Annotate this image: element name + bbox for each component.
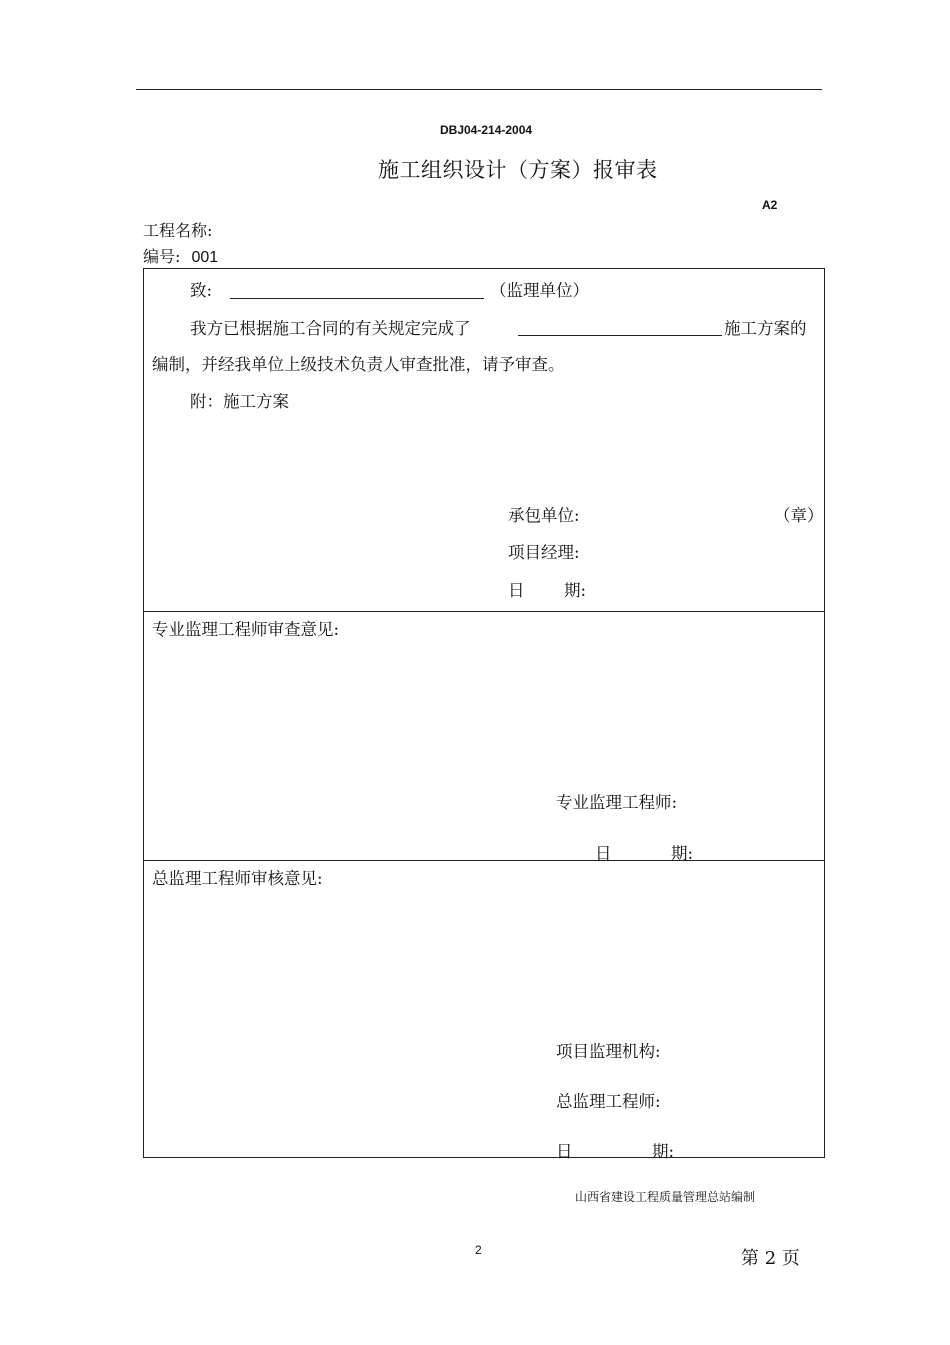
engineer-date-label-b: 期: xyxy=(671,844,694,863)
chief-date-label-a: 日 xyxy=(556,1142,573,1161)
chief-review-heading: 总监理工程师审核意见: xyxy=(152,869,323,888)
to-label: 致: xyxy=(190,281,213,300)
supervisor-unit-blank[interactable] xyxy=(230,298,484,299)
engineer-label: 专业监理工程师: xyxy=(556,793,678,812)
page-title: 施工组织设计（方案）报审表 xyxy=(378,158,658,182)
supervisor-unit-label: （监理单位） xyxy=(490,281,589,300)
body-line1-start: 我方已根据施工合同的有关规定完成了 xyxy=(190,319,471,338)
plan-name-blank[interactable] xyxy=(518,335,722,336)
project-name-label: 工程名称: xyxy=(143,221,213,240)
page-number: 2 xyxy=(475,1243,482,1257)
compiler-note: 山西省建设工程质量管理总站编制 xyxy=(575,1190,756,1204)
review-form xyxy=(143,268,825,1161)
date-label-b: 期: xyxy=(564,581,587,600)
number-label: 编号: xyxy=(143,247,181,266)
standard-code: DBJ04-214-2004 xyxy=(440,123,533,137)
body-line2: 编制，并经我单位上级技术负责人审查批准，请予审查。 xyxy=(152,355,565,374)
date-label-a: 日 xyxy=(508,581,525,600)
number-row xyxy=(143,244,218,267)
chief-date-label-b: 期: xyxy=(652,1142,675,1161)
chief-engineer-label: 总监理工程师: xyxy=(556,1092,661,1111)
page-label: 第 2 页 xyxy=(741,1248,800,1269)
number-value: 001 xyxy=(191,249,219,266)
project-manager-label: 项目经理: xyxy=(508,543,580,562)
engineer-review-heading: 专业监理工程师审查意见: xyxy=(152,620,340,639)
top-rule xyxy=(136,89,822,90)
body-line1-end: 施工方案的 xyxy=(724,319,807,338)
form-code: A2 xyxy=(762,198,778,212)
engineer-date-label-a: 日 xyxy=(595,844,612,863)
attachment-note: 附：施工方案 xyxy=(190,392,289,411)
supervision-org-label: 项目监理机构: xyxy=(556,1042,661,1061)
contractor-label: 承包单位: xyxy=(508,506,580,525)
chief-review-section xyxy=(144,861,824,1161)
seal-label: （章） xyxy=(774,506,824,525)
engineer-review-section xyxy=(144,612,824,861)
submission-section xyxy=(144,269,824,612)
